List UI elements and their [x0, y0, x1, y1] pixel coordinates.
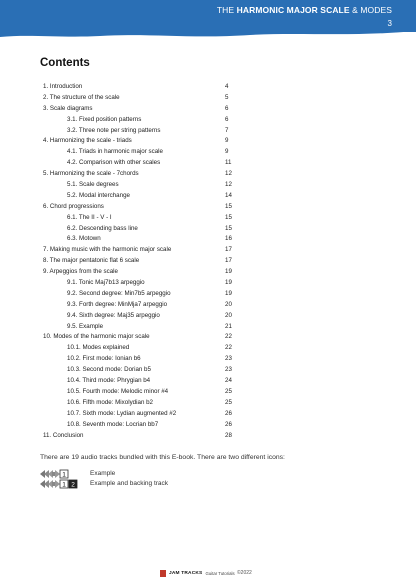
table-of-contents	[0, 83, 416, 442]
page-number: 3	[387, 19, 392, 28]
toc-entry[interactable]	[0, 399, 416, 410]
backing-badge: 2	[71, 481, 75, 489]
toc-entry-title: 9.4. Sixth degree: Maj35 arpeggio	[67, 311, 160, 319]
toc-entry-title: 7. Making music with the harmonic major scale	[43, 246, 172, 254]
toc-entry[interactable]	[0, 355, 416, 366]
toc-entry-page: 23	[225, 366, 232, 374]
toc-entry[interactable]	[0, 83, 416, 94]
track-badge: 1	[62, 471, 66, 479]
toc-entry-page: 21	[225, 322, 232, 330]
toc-entry-title: 4.2. Comparison with other scales	[67, 159, 161, 167]
toc-entry[interactable]	[0, 344, 416, 355]
toc-entry-page: 20	[225, 300, 232, 308]
toc-entry-title: 3.2. Three note per string patterns	[67, 126, 161, 134]
toc-entry-page: 19	[225, 289, 232, 297]
logo-subtext: Guitar Tutorials	[205, 570, 235, 576]
toc-entry-title: 5.2. Modal interchange	[67, 191, 130, 199]
toc-entry[interactable]	[0, 432, 416, 443]
toc-entry[interactable]	[0, 268, 416, 279]
toc-entry[interactable]	[0, 181, 416, 192]
toc-entry[interactable]	[0, 333, 416, 344]
toc-entry[interactable]	[0, 421, 416, 432]
toc-entry-title: 10.8. Seventh mode: Locrian bb7	[67, 420, 159, 428]
toc-entry-title: 10. Modes of the harmonic major scale	[43, 333, 150, 341]
document-title: THE HARMONIC MAJOR SCALE & MODES	[216, 5, 392, 15]
toc-entry[interactable]	[0, 377, 416, 388]
toc-entry-title: 10.6. Fifth mode: Mixolydian b2	[67, 398, 153, 406]
audio-example-backing-icon	[40, 479, 84, 489]
toc-entry[interactable]	[0, 246, 416, 257]
audio-tracks-note: There are 19 audio tracks bundled with this E-book. There are two different icons:	[40, 454, 285, 461]
toc-entry[interactable]	[0, 159, 416, 170]
toc-entry-page: 23	[225, 355, 232, 363]
toc-entry-title: 9. Arpeggios from the scale	[43, 268, 118, 276]
toc-entry-title: 10.4. Third mode: Phrygian b4	[67, 377, 151, 385]
toc-entry-title: 4. Harmonizing the scale - triads	[43, 137, 132, 145]
toc-entry-title: 2. The structure of the scale	[43, 93, 120, 101]
legend-label: Example	[90, 470, 116, 477]
toc-entry-title: 4.1. Triads in harmonic major scale	[67, 148, 163, 156]
toc-entry-page: 26	[225, 420, 232, 428]
toc-entry-page: 6	[225, 115, 229, 123]
toc-entry-title: 5.1. Scale degrees	[67, 181, 119, 189]
toc-entry-page: 9	[225, 137, 229, 145]
toc-entry[interactable]	[0, 235, 416, 246]
toc-entry[interactable]	[0, 192, 416, 203]
toc-entry-page: 19	[225, 279, 232, 287]
toc-entry-page: 24	[225, 377, 232, 385]
toc-entry-page: 12	[225, 181, 232, 189]
toc-entry[interactable]	[0, 290, 416, 301]
jam-tracks-logo	[160, 569, 235, 577]
legend-label: Example and backing track	[90, 480, 169, 487]
toc-entry-page: 25	[225, 398, 232, 406]
toc-entry[interactable]	[0, 279, 416, 290]
toc-entry[interactable]	[0, 105, 416, 116]
logo-text: JAM TRACKS	[169, 570, 203, 576]
toc-entry-page: 28	[225, 431, 232, 439]
toc-entry[interactable]	[0, 366, 416, 377]
toc-entry-title: 9.3. Forth degree: MinMja7 arpeggio	[67, 300, 168, 308]
toc-entry[interactable]	[0, 94, 416, 105]
toc-entry[interactable]	[0, 203, 416, 214]
toc-entry-page: 14	[225, 191, 232, 199]
toc-entry-title: 1. Introduction	[43, 83, 83, 90]
toc-entry-title: 6.1. The II - V - I	[67, 213, 112, 221]
toc-entry-page: 22	[225, 333, 232, 341]
toc-entry-title: 9.1. Tonic Maj7b13 arpeggio	[67, 279, 145, 287]
toc-entry-title: 10.5. Fourth mode: Melodic minor #4	[67, 387, 169, 395]
toc-entry-page: 17	[225, 246, 232, 254]
toc-entry-page: 15	[225, 202, 232, 210]
toc-entry-page: 4	[225, 83, 229, 90]
toc-entry-title: 10.2. First mode: Ionian b6	[67, 355, 141, 363]
toc-entry[interactable]	[0, 388, 416, 399]
toc-entry[interactable]	[0, 127, 416, 138]
toc-entry-title: 9.2. Second degree: Min7b5 arpeggio	[67, 289, 171, 297]
toc-entry-page: 16	[225, 235, 232, 243]
toc-entry-page: 17	[225, 257, 232, 265]
toc-entry-page: 5	[225, 93, 229, 101]
toc-entry[interactable]	[0, 214, 416, 225]
toc-entry-page: 7	[225, 126, 229, 134]
toc-entry-title: 9.5. Example	[67, 322, 104, 330]
toc-entry-page: 20	[225, 311, 232, 319]
header-wave-decoration	[0, 28, 416, 42]
toc-entry-title: 10.7. Sixth mode: Lydian augmented #2	[67, 409, 177, 417]
toc-entry[interactable]	[0, 410, 416, 421]
toc-entry-title: 11. Conclusion	[43, 431, 84, 439]
audio-example-icon	[40, 469, 84, 479]
toc-entry-title: 6.2. Descending bass line	[67, 224, 138, 232]
toc-entry-page: 25	[225, 387, 232, 395]
toc-entry-title: 6.3. Motown	[67, 235, 101, 243]
toc-entry-page: 15	[225, 213, 232, 221]
track-badge: 1	[62, 481, 66, 489]
toc-entry-title: 6. Chord progressions	[43, 202, 104, 210]
toc-entry-page: 26	[225, 409, 232, 417]
toc-entry[interactable]	[0, 301, 416, 312]
logo-mark	[160, 570, 166, 577]
toc-entry-page: 15	[225, 224, 232, 232]
toc-entry-page: 19	[225, 268, 232, 276]
toc-entry[interactable]	[0, 323, 416, 334]
toc-entry[interactable]	[0, 137, 416, 148]
toc-entry[interactable]	[0, 225, 416, 236]
contents-heading: Contents	[40, 57, 90, 69]
toc-entry[interactable]	[0, 312, 416, 323]
toc-entry[interactable]	[0, 257, 416, 268]
toc-entry-title: 10.1. Modes explained	[67, 344, 130, 352]
toc-entry[interactable]	[0, 116, 416, 127]
toc-entry[interactable]	[0, 148, 416, 159]
toc-entry-page: 22	[225, 344, 232, 352]
toc-entry[interactable]	[0, 170, 416, 181]
toc-entry-title: 10.3. Second mode: Dorian b5	[67, 366, 151, 374]
toc-entry-title: 3. Scale diagrams	[43, 104, 93, 112]
toc-entry-page: 9	[225, 148, 229, 156]
toc-entry-title: 3.1. Fixed position patterns	[67, 115, 142, 123]
toc-entry-title: 8. The major pentatonic flat 6 scale	[43, 257, 140, 265]
toc-entry-page: 6	[225, 104, 229, 112]
toc-entry-title: 5. Harmonizing the scale - 7chords	[43, 170, 139, 178]
toc-entry-page: 12	[225, 170, 232, 178]
copyright-text: ©2022	[237, 570, 252, 576]
toc-entry-page: 11	[225, 159, 232, 167]
